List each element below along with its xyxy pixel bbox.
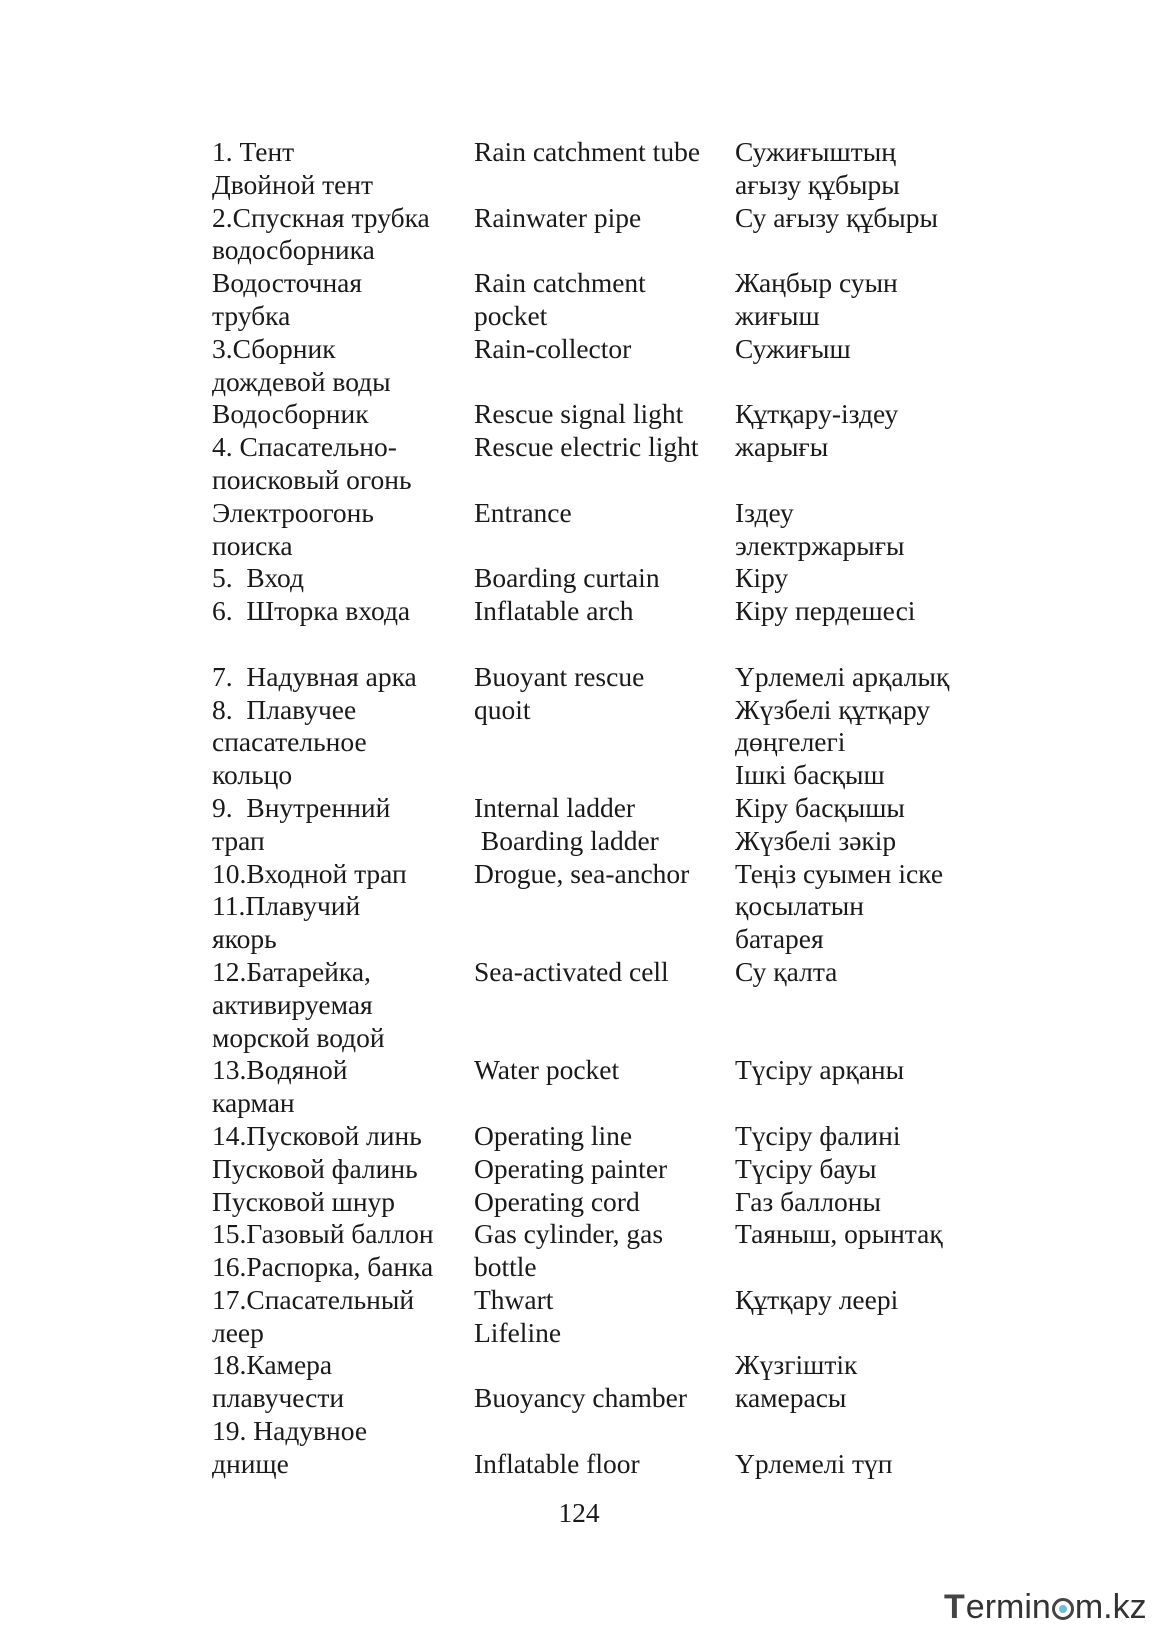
en-term-line (474, 1415, 736, 1448)
en-term-line (474, 530, 736, 563)
kz-term-line: ағызу құбыры (735, 168, 900, 200)
en-term-line (474, 759, 736, 792)
ru-term-line: дождевой воды (212, 365, 391, 397)
kz-term-line: Газ баллоны (735, 1185, 881, 1217)
ru-term-line: 12.Батарейка, (212, 955, 371, 987)
ru-term-line: Пусковой фалинь (212, 1152, 418, 1184)
ru-term-line: поиска (212, 529, 293, 561)
ru-term-line: Электроогонь (212, 496, 374, 528)
kz-term-line: Кіру (735, 562, 789, 594)
en-term-line (474, 628, 736, 661)
kz-term-line: жарығы (735, 431, 829, 463)
kz-term-line: Сужиғыштың (735, 136, 896, 167)
en-term-line: Entrance (474, 496, 572, 528)
en-term-line: Gas cylinder, gas (474, 1218, 664, 1250)
en-term-line: Boarding ladder (474, 824, 659, 856)
watermark-o-icon (1052, 1598, 1074, 1620)
kz-term-line: дөңгелегі (735, 726, 846, 758)
ru-term-line: днище (212, 1447, 289, 1479)
en-term-line: Rain-collector (474, 332, 632, 364)
ru-term-line: Водосборник (212, 398, 369, 430)
ru-term-line: 6. Шторка входа (212, 595, 411, 627)
ru-term-line: 2.Спускная трубка (212, 201, 430, 233)
ru-term-line: 5. Вход (212, 562, 305, 594)
ru-term-line: Водосточная (212, 267, 363, 299)
en-term-line: Rain catchment (474, 267, 646, 299)
en-term-line: Water pocket (474, 1054, 620, 1086)
kz-term-line (735, 1087, 1035, 1120)
kz-term-line (735, 464, 1035, 497)
kz-term-line: жиғыш (735, 299, 820, 331)
en-term-line: Inflatable floor (474, 1447, 640, 1479)
en-term-line: pocket (474, 299, 548, 331)
kz-term-line: электржарығы (735, 529, 905, 561)
kz-term-line (735, 989, 1035, 1022)
watermark-text-start: ermin (965, 1588, 1051, 1626)
kz-term-line: Түсіру бауы (735, 1152, 877, 1184)
en-term-line: Internal ladder (474, 791, 636, 823)
kz-term-line (735, 366, 1035, 399)
kz-term-line: Кіру пердешесі (735, 595, 916, 627)
ru-term-line: 4. Спасательно- (212, 431, 397, 463)
ru-term-line: 16.Распорка, банка (212, 1251, 434, 1283)
en-term-line (474, 923, 736, 956)
en-term-line (474, 989, 736, 1022)
ru-term-line: 8. Плавучее (212, 693, 357, 725)
en-term-line: Operating cord (474, 1185, 640, 1217)
ru-term-line: водосборника (212, 234, 375, 266)
kz-term-line: Су ағызу құбыры (735, 201, 938, 233)
en-term-line (474, 464, 736, 497)
kz-term-line: Түсіру фалині (735, 1119, 901, 1151)
en-term-line (474, 366, 736, 399)
kz-term-line (735, 234, 1035, 267)
kz-term-line: Жүзгіштік (735, 1349, 858, 1381)
en-term-line (474, 890, 736, 923)
kz-term-line: Іздеу (735, 496, 794, 528)
en-term-line: bottle (474, 1251, 537, 1283)
kz-term-line: камерасы (735, 1382, 847, 1414)
en-term-line: Buoyancy chamber (474, 1382, 688, 1414)
ru-term-line: трубка (212, 299, 291, 331)
ru-term-line: 10.Входной трап (212, 857, 407, 889)
ru-term-line: 17.Спасательный (212, 1283, 415, 1315)
ru-term-line: 18.Камера (212, 1349, 333, 1381)
watermark-text-end: m.kz (1074, 1588, 1147, 1626)
ru-term-line: Двойной тент (212, 168, 374, 200)
kz-term-line: Түсіру арқаны (735, 1054, 905, 1086)
ru-term-line: 7. Надувная арка (212, 660, 417, 692)
ru-term-line (212, 628, 462, 661)
kz-term-line (735, 1022, 1035, 1055)
ru-term-line: спасательное (212, 726, 367, 758)
ru-term-line: Пусковой шнур (212, 1185, 396, 1217)
kz-term-line: Ішкі басқыш (735, 759, 885, 791)
en-term-line: Boarding curtain (474, 562, 660, 594)
en-term-line (474, 1087, 736, 1120)
kz-term-line: Кіру басқышы (735, 791, 905, 823)
en-term-line: Rainwater pipe (474, 201, 642, 233)
ru-term-line: 9. Внутренний (212, 791, 391, 823)
en-term-line: Thwart (474, 1283, 554, 1315)
kazakh-terms-column (735, 136, 1035, 1481)
en-term-line: Lifeline (474, 1316, 562, 1348)
ru-term-line: плавучести (212, 1382, 345, 1414)
en-term-line (474, 1022, 736, 1055)
en-term-line: Operating painter (474, 1152, 668, 1184)
kz-term-line: Таяныш, орынтақ (735, 1218, 943, 1250)
kz-term-line: Теңіз суымен іске (735, 857, 944, 889)
kz-term-line: Су қалта (735, 955, 838, 987)
ru-term-line: поисковый огонь (212, 463, 412, 495)
russian-terms-column (212, 136, 462, 1481)
ru-term-line: активируемая (212, 988, 373, 1020)
en-term-line: quoit (474, 693, 531, 725)
kz-term-line: Құтқару леері (735, 1283, 899, 1315)
kz-term-line (735, 1317, 1035, 1350)
en-term-line (474, 1349, 736, 1382)
kz-term-line: Үрлемелі арқалық (735, 660, 950, 692)
kz-term-line: Жаңбыр суын (735, 267, 898, 299)
english-terms-column (474, 136, 736, 1481)
ru-term-line: морской водой (212, 1021, 385, 1053)
ru-term-line: якорь (212, 923, 277, 955)
ru-term-line: 3.Сборник (212, 332, 336, 364)
en-term-line: Buoyant rescue (474, 660, 645, 692)
kz-term-line: Үрлемелі түп (735, 1447, 893, 1479)
kz-term-line (735, 1415, 1035, 1448)
kz-term-line: Құтқару-іздеу (735, 398, 899, 430)
ru-term-line: 13.Водяной (212, 1054, 348, 1086)
en-term-line: Rescue electric light (474, 431, 699, 463)
kz-term-line (735, 628, 1035, 661)
en-term-line: Drogue, sea-anchor (474, 857, 690, 889)
ru-term-line: 14.Пусковой линь (212, 1119, 422, 1151)
kz-term-line: Жүзбелі зәкір (735, 824, 897, 856)
en-term-line: Rescue signal light (474, 398, 684, 430)
ru-term-line: 19. Надувное (212, 1415, 368, 1447)
kz-term-line: қосылатын (735, 890, 864, 922)
en-term-line (474, 726, 736, 759)
ru-term-line: леер (212, 1316, 264, 1348)
page-number: 124 (558, 1497, 600, 1528)
en-term-line: Sea-activated cell (474, 955, 669, 987)
ru-term-line: 15.Газовый баллон (212, 1218, 434, 1250)
termincom-watermark (944, 1587, 1147, 1627)
kz-term-line: Жүзбелі құтқару (735, 693, 931, 725)
ru-term-line: кольцо (212, 759, 293, 791)
ru-term-line: 1. Тент (212, 136, 295, 167)
ru-term-line: карман (212, 1087, 295, 1119)
en-term-line (474, 234, 736, 267)
kz-term-line: Сужиғыш (735, 332, 851, 364)
en-term-line: Inflatable arch (474, 595, 634, 627)
en-term-line: Operating line (474, 1119, 633, 1151)
ru-term-line: трап (212, 824, 265, 856)
en-term-line: Rain catchment tube (474, 136, 701, 167)
watermark-logo-letter: T (944, 1588, 966, 1626)
kz-term-line: батарея (735, 923, 824, 955)
en-term-line (474, 169, 736, 202)
ru-term-line: 11.Плавучий (212, 890, 361, 922)
kz-term-line (735, 1251, 1035, 1284)
